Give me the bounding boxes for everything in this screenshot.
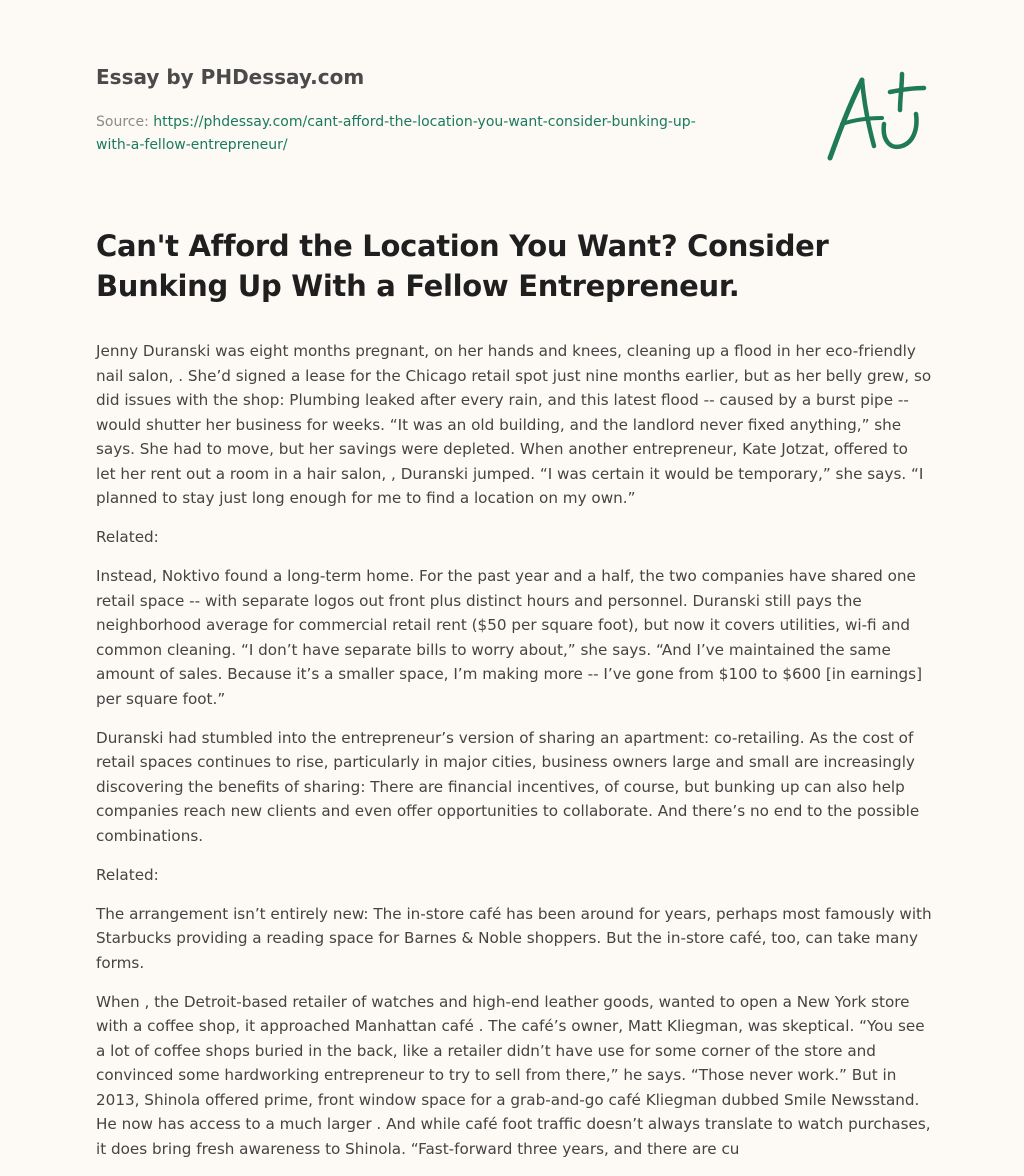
source-link-line1: https://phdessay.com/cant-afford-the-location-you-want-consider-bunking-up- [153,114,696,130]
paragraph: Jenny Duranski was eight months pregnant, on her hands and knees, cleaning up a flood in her eco-friendly nail salon, . She’d signed a lease for the Chicago retail spot just nine months earlier, but as her belly grew, so did issues with the shop: Plumbing leaked after every rain, and this latest flood -- caused by a burst pipe -- would shutter her business for weeks. “It was an old building, and the landlord never fixed anything,” she says. She had to move, but her savings were depleted. When another entrepreneur, Kate Jotzat, offered to let her rent out a room in a hair salon, , Duranski jumped. “I was certain it would be temporary,” she says. “I planned to stay just long enough for me to find a location on my own.” [96,342,932,507]
related-label: Related: [96,865,159,884]
paragraph: The arrangement isn’t entirely new: The in-store café has been around for years, perhaps most famously with Starbucks providing a reading space for Barnes & Noble shoppers. But the in-store café, too, can take many forms. [96,904,932,972]
site-title: Essay by PHDessay.com [96,65,365,89]
paragraph: Instead, Noktivo found a long-term home. For the past year and a half, the two companies have shared one retail space -- with separate logos out front plus distinct hours and personnel. Duranski still pays the neighborhood average for commercial retail rent ($50 per square foot), but now it covers utilities, wi-fi and common cleaning. “I don’t have separate bills to worry about,” she says. “And I’ve maintained the same amount of sales. Because it’s a smaller space, I’m making more -- I’ve gone from $100 to $600 [in earnings] per square foot.” [96,567,922,708]
related-label: Related: [96,528,159,546]
paragraph: When , the Detroit-based retailer of watches and high-end leather goods, wanted to open a New York store with a coffee shop, it approached Manhattan café . The café’s owner, Matt Kliegman, was skeptical. “You see a lot of coffee shops buried in the back, like a retailer didn’t have use for some corner of the store and convinced some hardworking entrepreneur to try to sell from there,” he says. “Those never work.” But in 2013, Shinola offered prime, front window space for a grab-and-go café Kliegman dubbed Smile Newsstand. He now has access to a much larger . And while café foot traffic doesn’t always translate to watch purchases, it does bring fresh awareness to Shinola. “Fast-forward three years, and there are cu [96,992,931,1158]
source-link-line2: with-a-fellow-entrepreneur/ [96,137,288,153]
source-link[interactable] [96,114,696,153]
a-plus-grade-icon [820,66,932,168]
page-header [96,62,796,157]
source-line [96,111,756,157]
paragraph: Duranski had stumbled into the entrepreneur’s version of sharing an apartment: co-retailing. As the cost of retail spaces continues to rise, particularly in major cities, business owners large and small are increasingly discovering the benefits of sharing: There are financial incentives, of course, but bunking up can also help companies reach new clients and even offer opportunities to collaborate. And there’s no end to the possible combinations. [96,728,920,845]
article-title: Can't Afford the Location You Want? Consider Bunking Up With a Fellow Entrepreneur. [96,229,829,303]
article [96,226,932,1176]
source-label: Source: [96,114,154,130]
